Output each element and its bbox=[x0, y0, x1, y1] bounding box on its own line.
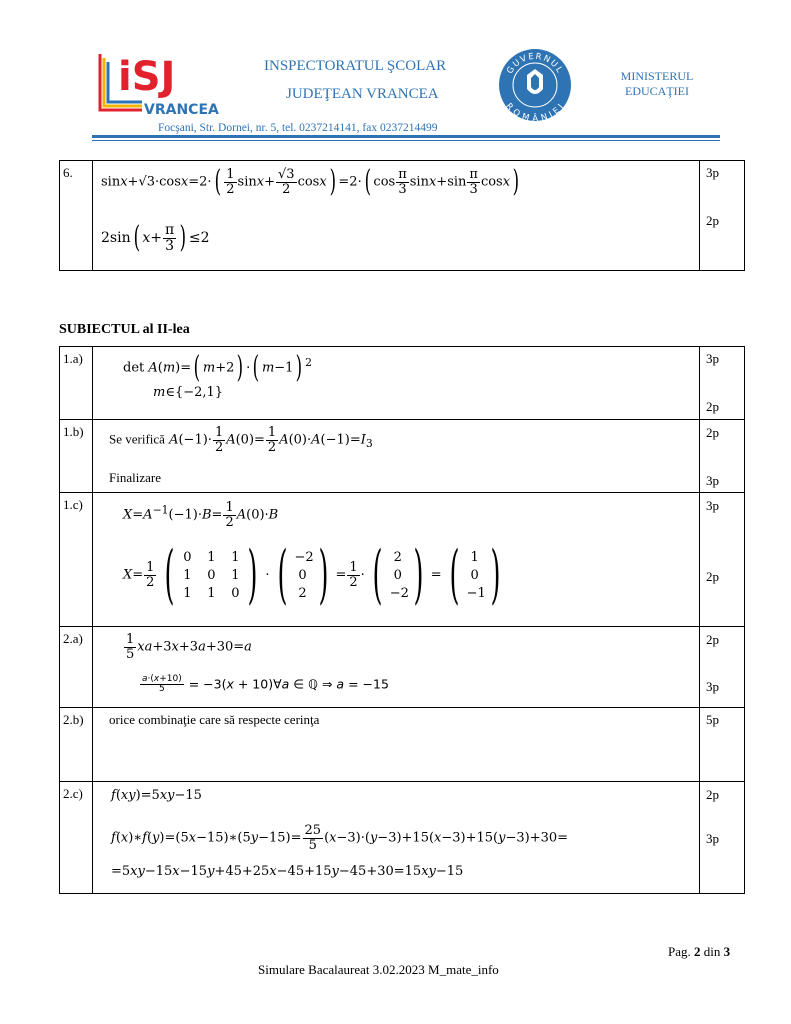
page-mid: din bbox=[700, 944, 724, 959]
table-row bbox=[60, 782, 745, 894]
isj-logo-graphic bbox=[92, 48, 224, 120]
government-seal-icon bbox=[497, 47, 573, 123]
points: 2p bbox=[706, 631, 719, 647]
points: 3p bbox=[706, 678, 719, 694]
page-current: 2 bbox=[694, 944, 701, 959]
formula: =5xy−15x−15y+45+25x−45+15y−45+30=15xy−15 bbox=[111, 864, 464, 879]
verify-label: Se verifică bbox=[109, 431, 165, 447]
item-number: 1.a) bbox=[60, 347, 93, 420]
item-number: 6. bbox=[60, 161, 93, 271]
ministry-title-line2: EDUCAŢIEI bbox=[625, 84, 689, 98]
page-total: 3 bbox=[723, 944, 731, 959]
points-cell bbox=[700, 161, 745, 271]
formula: $\frac{1}{5}$ xa+3x+3a+30=a bbox=[126, 632, 252, 662]
points: 3p bbox=[706, 350, 719, 366]
points: 5p bbox=[706, 711, 719, 727]
table-row bbox=[60, 493, 745, 627]
points-cell bbox=[700, 420, 745, 493]
points: 2p bbox=[706, 398, 719, 414]
item-number: 2.a) bbox=[60, 627, 93, 708]
formula: $\frac{a\cdot(x+10)}{5}$ = −3(x + 10)∀a ∈ ℚ ⇒ a = −15 bbox=[142, 674, 389, 695]
points: 2p bbox=[706, 568, 719, 584]
points: 3p bbox=[706, 164, 719, 180]
matrix-formula: X= $\frac{1}{2}$ ( 0 1 1 1 0 1 1 1 0 ) · ( −2 0 2 ) = $\frac{1}{2}$ · ( 2 0 −2 ) = ( 1 0 −1 ) bbox=[123, 538, 501, 612]
table-row bbox=[60, 708, 745, 782]
formula-line-2: 2sin( x+ $\frac{\pi}{3}$ ) ≤2 bbox=[101, 220, 210, 256]
points: 2p bbox=[706, 424, 719, 440]
section-title: SUBIECTUL al II-lea bbox=[59, 322, 190, 337]
final-label: Finalizare bbox=[109, 470, 161, 485]
page-prefix: Pag. bbox=[668, 944, 694, 959]
formula-line-1: sinx+√3·cosx=2·( $\frac{1}{2}$ sinx+ $\frac{√3}{2}$ cosx) =2·( cos $\frac{\pi}{3}$ sinx+sin $\frac{\pi}{3}$ cosx) bbox=[101, 164, 520, 199]
item-solution bbox=[93, 708, 700, 782]
item-solution bbox=[93, 782, 700, 894]
ministry-title-line1: MINISTERUL bbox=[620, 69, 694, 83]
item-number: 2.c) bbox=[60, 782, 93, 894]
document-footer-title: Simulare Bacalaureat 3.02.2023 M_mate_info bbox=[258, 962, 499, 977]
header-rule bbox=[92, 135, 720, 138]
formula: Se verifică A(−1)· $\frac{1}{2}$ A(0)= $\frac{1}{2}$ $A(0)\cdot A(-1)=I_3$ bbox=[109, 425, 373, 455]
formula: $X=A^{-1}(-1)\cdot B=$ $\frac{1}{2}$ A(0)·B bbox=[123, 500, 279, 530]
item-solution bbox=[93, 347, 700, 420]
points: 2p bbox=[706, 212, 719, 228]
points: 3p bbox=[706, 830, 719, 846]
table-row bbox=[60, 420, 745, 493]
item-number: 1.b) bbox=[60, 420, 93, 493]
points: 3p bbox=[706, 472, 719, 488]
points-cell bbox=[700, 708, 745, 782]
item-number: 1.c) bbox=[60, 493, 93, 627]
inspectorate-title-line2: JUDEŢEAN VRANCEA bbox=[286, 86, 439, 102]
solution-table-subject-1 bbox=[59, 160, 745, 271]
item-solution bbox=[93, 161, 700, 271]
item-solution bbox=[93, 627, 700, 708]
item-solution bbox=[93, 420, 700, 493]
formula: m∈{−2,1} bbox=[153, 385, 224, 400]
table-row bbox=[60, 347, 745, 420]
page-number bbox=[668, 944, 730, 960]
inspectorate-title-line1: INSPECTORATUL ŞCOLAR bbox=[264, 58, 447, 74]
formula: det A(m)=( m+2) ·( m−1) $^2$ bbox=[123, 350, 313, 385]
points-cell bbox=[700, 493, 745, 627]
points-cell bbox=[700, 627, 745, 708]
item-solution bbox=[93, 493, 700, 627]
logo-subtext: VRANCEA bbox=[144, 102, 219, 118]
table-row bbox=[60, 161, 745, 271]
answer-text: orice combinaţie care să respecte cerinţa bbox=[109, 712, 320, 727]
logo-text: iSJ bbox=[118, 54, 176, 100]
points-cell bbox=[700, 347, 745, 420]
item-number: 2.b) bbox=[60, 708, 93, 782]
contact-address: Focşani, Str. Dornei, nr. 5, tel. 0237214141, fax 0237214499 bbox=[158, 122, 438, 134]
formula: f(x)∗f(y)=(5x−15)∗(5y−15)= $\frac{25}{5}$ (x−3)·(y−3)+15(x−3)+15(y−3)+30= bbox=[111, 823, 569, 853]
points: 3p bbox=[706, 497, 719, 513]
isj-vrancea-logo bbox=[92, 48, 224, 120]
solution-table-subject-2 bbox=[59, 346, 745, 894]
svg-text:ROMÂNIEI: ROMÂNIEI bbox=[503, 101, 567, 123]
points: 2p bbox=[706, 786, 719, 802]
table-row bbox=[60, 627, 745, 708]
points-cell bbox=[700, 782, 745, 894]
formula: f(xy)=5xy−15 bbox=[111, 788, 202, 803]
svg-text:GUVERNUL: GUVERNUL bbox=[505, 51, 565, 76]
header-rule-thin bbox=[92, 140, 720, 141]
